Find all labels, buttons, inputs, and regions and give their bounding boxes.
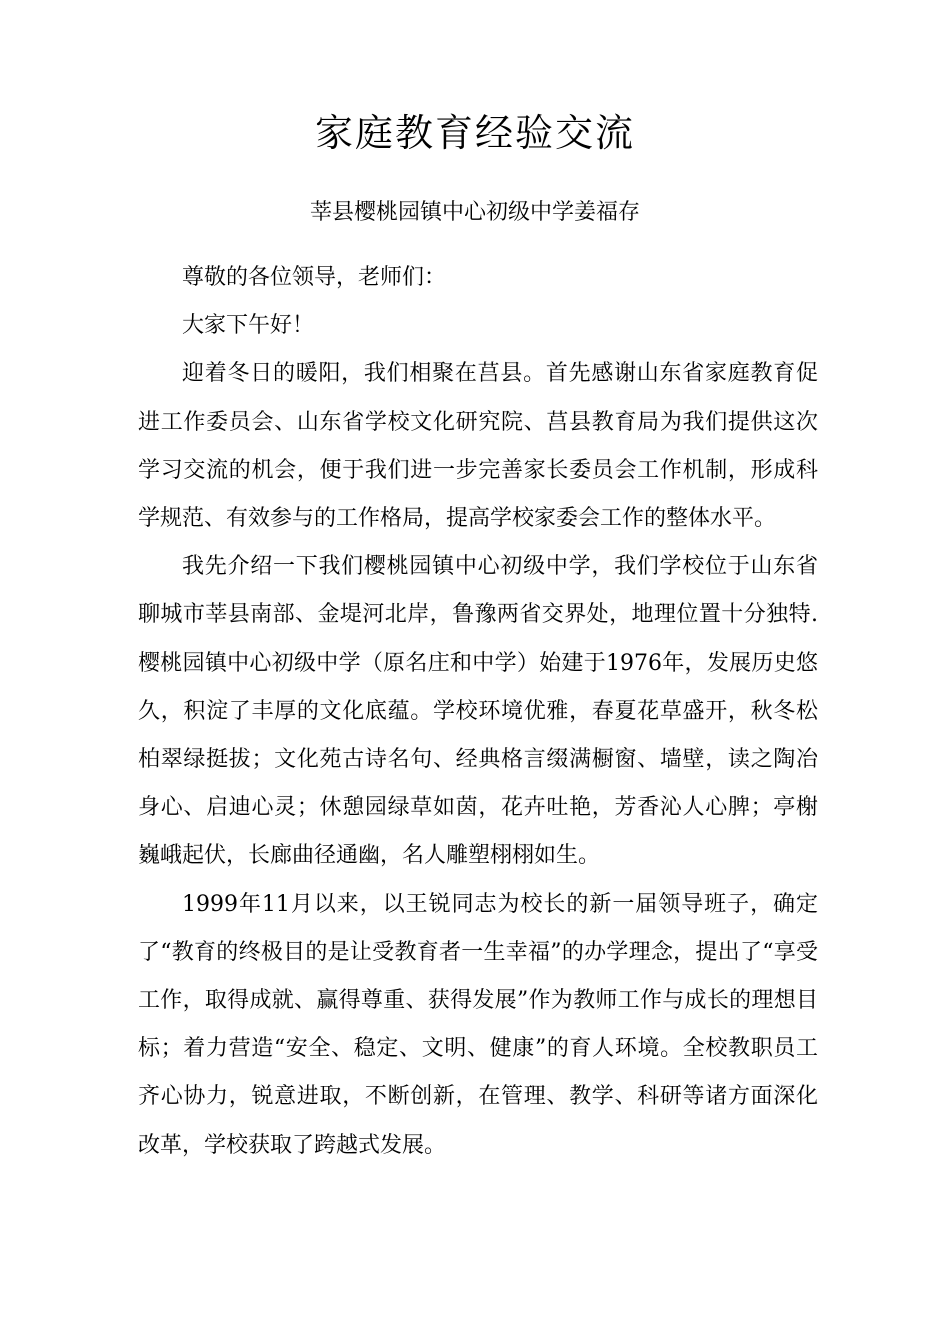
- body-paragraph: 我先介绍一下我们樱桃园镇中心初级中学，我们学校位于山东省聊城市莘县南部、金堤河北岸，鲁豫两省交界处，地理位置十分独特.樱桃园镇中心初级中学（原名庄和中学）始建于1976年，发展历史悠久，积淀了丰厚的文化底蕴。学校环境优雅，春夏花草盛开，秋冬松柏翠绿挺拔；文化苑古诗名句、经典格言缀满橱窗、墙壁，读之陶冶身心、启迪心灵；休憩园绿草如茵，花卉吐艳，芳香沁人心脾；亭榭巍峨起伏，长廊曲径通幽，名人雕塑栩栩如生。: [138, 554, 818, 869]
- document-author-line: 莘县樱桃园镇中心初级中学姜福存: [309, 200, 640, 225]
- body-paragraph: 1999年11月以来，以王锐同志为校长的新一届领导班子，确定了“教育的终极目的是让受教育者一生幸福”的办学理念，提出了“享受工作，取得成就、赢得尊重、获得发展”作为教师工作与成长的理想目标；着力营造“安全、稳定、文明、健康”的育人环境。全校教职员工齐心协力，锐意进取，不断创新，在管理、教学、科研等诸方面深化改革，学校获取了跨越式发展。: [138, 891, 818, 1158]
- body-paragraph: 迎着冬日的暖阳，我们相聚在莒县。首先感谢山东省家庭教育促进工作委员会、山东省学校文化研究院、莒县教育局为我们提供这次学习交流的机会，便于我们进一步完善家长委员会工作机制，形成科学规范、有效参与的工作格局，提高学校家委会工作的整体水平。: [138, 361, 818, 532]
- greeting-paragraph: 大家下午好！: [182, 313, 315, 339]
- document-body: [138, 254, 818, 1170]
- salutation-paragraph: 尊敬的各位领导，老师们：: [182, 265, 447, 290]
- document-title: 家庭教育经验交流: [314, 111, 635, 155]
